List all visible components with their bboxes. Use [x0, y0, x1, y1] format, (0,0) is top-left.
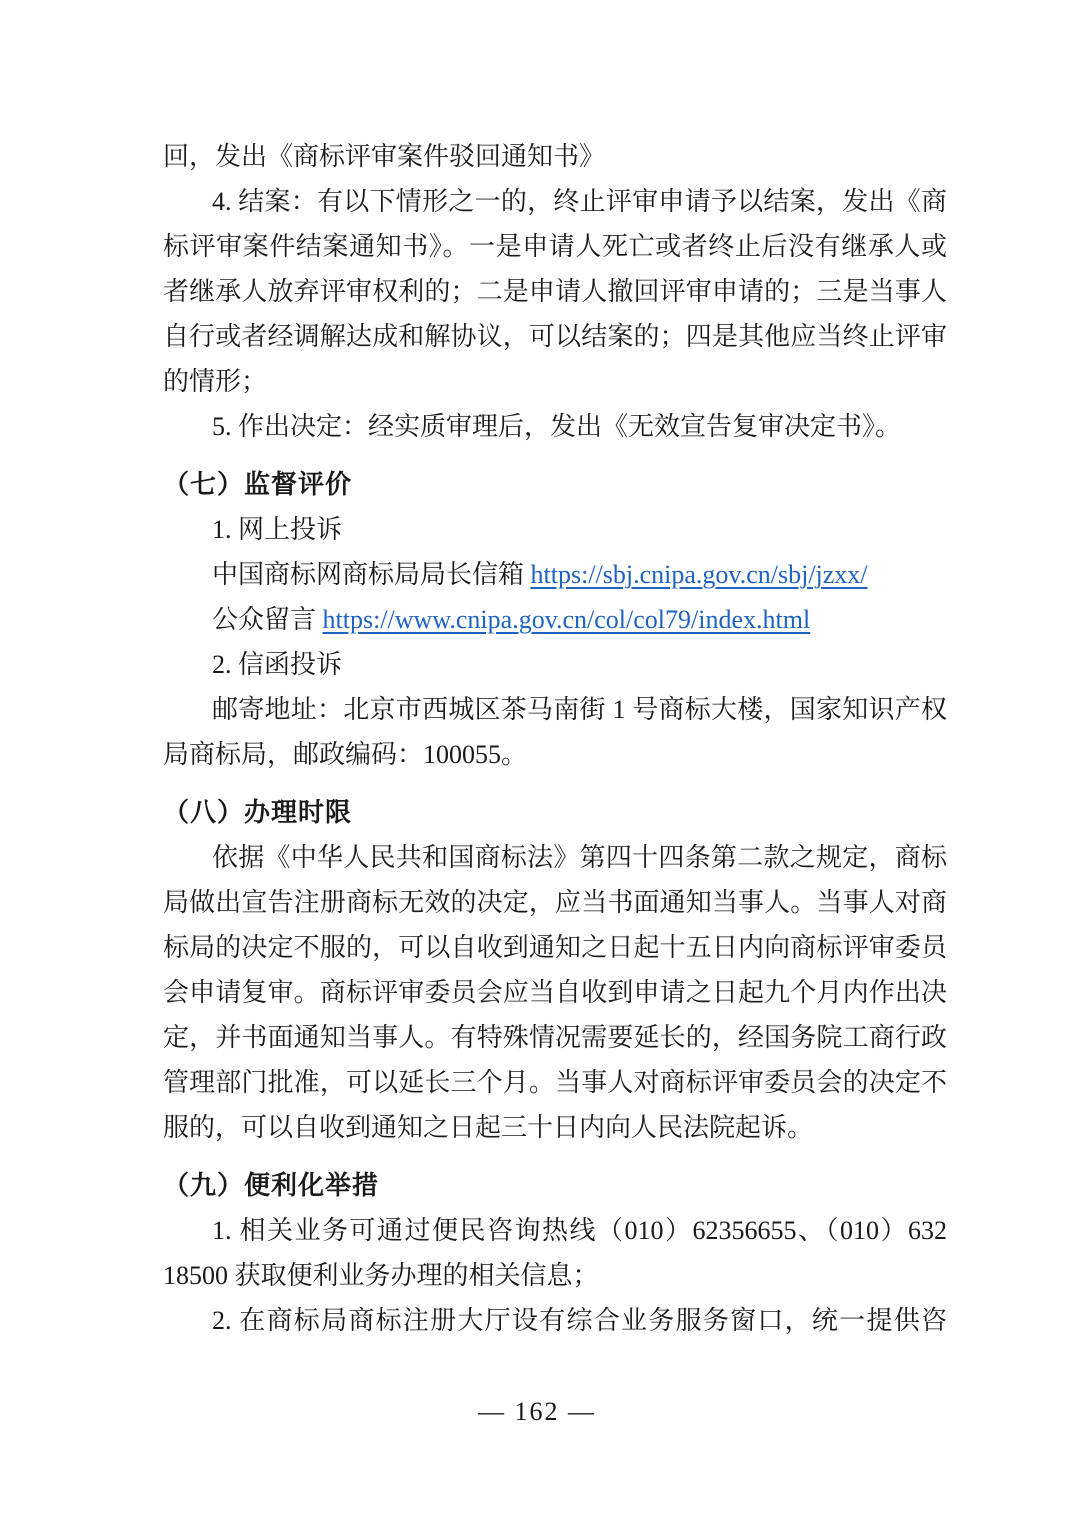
body-text-line: 会申请复审。商标评审委员会应当自收到申请之日起九个月内作出决	[163, 978, 947, 1007]
body-text-line: 2. 在商标局商标注册大厅设有综合业务服务窗口，统一提供咨	[212, 1306, 947, 1335]
body-text-line: 1. 网上投诉	[212, 515, 343, 544]
body-text-line: 服的，可以自收到通知之日起三十日内向人民法院起诉。	[163, 1113, 814, 1142]
body-text-line: 18500 获取便利业务办理的相关信息；	[163, 1261, 599, 1290]
hyperlink[interactable]: https://www.cnipa.gov.cn/col/col79/index.html	[322, 605, 811, 634]
body-text-line: 标局的决定不服的，可以自收到通知之日起十五日内向商标评审委员	[163, 933, 947, 962]
body-text-line: 局做出宣告注册商标无效的决定，应当书面通知当事人。当事人对商	[163, 888, 947, 917]
body-text-line: 2. 信函投诉	[212, 650, 343, 679]
body-text-line: 4. 结案：有以下情形之一的，终止评审申请予以结案，发出《商	[212, 187, 947, 216]
body-text-line: 的情形；	[163, 367, 268, 396]
body-text-line: 者继承人放弃评审权利的；二是申请人撤回评审申请的；三是当事人	[163, 277, 947, 306]
link-prefix: 中国商标网商标局局长信箱	[212, 560, 531, 589]
body-text-line: 1. 相关业务可通过便民咨询热线（010）62356655、（010）632	[212, 1216, 947, 1245]
body-text-line: 自行或者经调解达成和解协议，可以结案的；四是其他应当终止评审	[163, 322, 947, 351]
body-text-line: 局商标局，邮政编码：100055。	[163, 740, 528, 769]
body-text-line: 邮寄地址：北京市西城区茶马南街 1 号商标大楼，国家知识产权	[212, 695, 947, 724]
body-text-line: 定，并书面通知当事人。有特殊情况需要延长的，经国务院工商行政	[163, 1023, 947, 1052]
section-heading: （八）办理时限	[163, 798, 353, 827]
link-prefix: 公众留言	[212, 605, 323, 634]
body-text-line	[163, 597, 947, 642]
body-text-line	[163, 552, 947, 597]
hyperlink[interactable]: https://sbj.cnipa.gov.cn/sbj/jzxx/	[530, 560, 868, 589]
body-text-line: 回，发出《商标评审案件驳回通知书》	[163, 142, 606, 171]
section-heading: （七）监督评价	[163, 470, 353, 499]
body-text-line: 依据《中华人民共和国商标法》第四十四条第二款之规定，商标	[212, 843, 947, 872]
body-text-line: 5. 作出决定：经实质审理后，发出《无效宣告复审决定书》。	[212, 412, 902, 441]
page-number: — 162 —	[478, 1397, 596, 1426]
body-text-line: 标评审案件结案通知书》。一是申请人死亡或者终止后没有继承人或	[163, 232, 947, 261]
body-text-line: 管理部门批准，可以延长三个月。当事人对商标评审委员会的决定不	[163, 1068, 947, 1097]
document-body	[163, 134, 947, 1343]
section-heading: （九）便利化举措	[163, 1171, 380, 1200]
